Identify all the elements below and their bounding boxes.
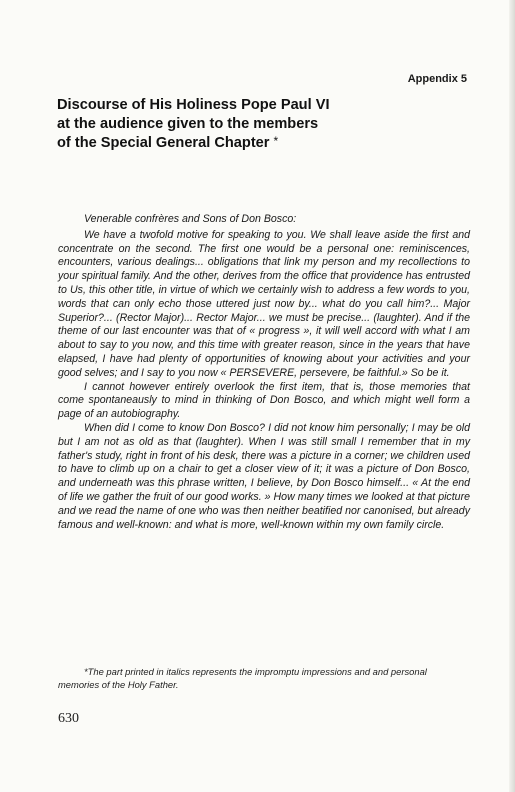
title-line-1: Discourse of His Holiness Pope Paul VI	[57, 97, 330, 113]
salutation: Venerable confrères and Sons of Don Bosco:	[84, 213, 297, 225]
title-line-3: of the Special General Chapter	[57, 135, 270, 151]
body-paragraph: When did I come to know Don Bosco? I did not know him personally; I may be old but I am not as old as that (laughter). When I was still small I remember that in my father's study, right in front of his desk, there was a picture in a corner; we children used to have to climb up on a chair to get a closer view of it; it was a picture of Don Bosco, and underneath was this phrase written, I believe, by Don Bosco himself... « At the end of life we gather the fruit of our good works. » How many times we looked at that picture and we read the name of one who was then neither beatified nor canonised, but already famous and well-known: and what is more, well-known within my own family circle.	[58, 421, 470, 531]
title-line-2: at the audience given to the members	[57, 116, 319, 132]
body-paragraph: We have a twofold motive for speaking to you. We shall leave aside the first and concentrate on the second. The first one would be a personal one: reminiscences, encounters, various dealings... obligations that link my person and my recollections to your spiritual family. And the other, derives from the office that providence has entrusted to Us, this other title, in virtue of which we certainly wish to address a few words to you, words that can only echo those uttered just now by... what do you call him?... Major Superior?... (Rector Major)... Rector Major... we must be precise... (laughter). And if the theme of our last encounter was that of « progress », it will well accord with what I am about to say to you now, and this time with greater reason, since in the years that have elapsed, I have had plenty of opportunities of knowing about your activities and your good selves; and I say to you now « PERSEVERE, persevere, be faithful.» So be it.	[58, 228, 470, 379]
body-paragraph: I cannot however entirely overlook the first item, that is, those memories that come spontaneausly to mind in thinking of Don Bosco, and which might well form a page of an autobiography.	[58, 380, 470, 421]
page-edge	[509, 0, 515, 792]
discourse-body	[58, 213, 470, 532]
appendix-label: Appendix 5	[407, 73, 467, 85]
page-number: 630	[58, 711, 79, 726]
page-title	[57, 96, 417, 153]
footnote: *The part printed in italics represents the impromptu impressions and and personal memories of the Holy Father.	[58, 666, 427, 690]
footnote-marker: *	[273, 134, 279, 148]
